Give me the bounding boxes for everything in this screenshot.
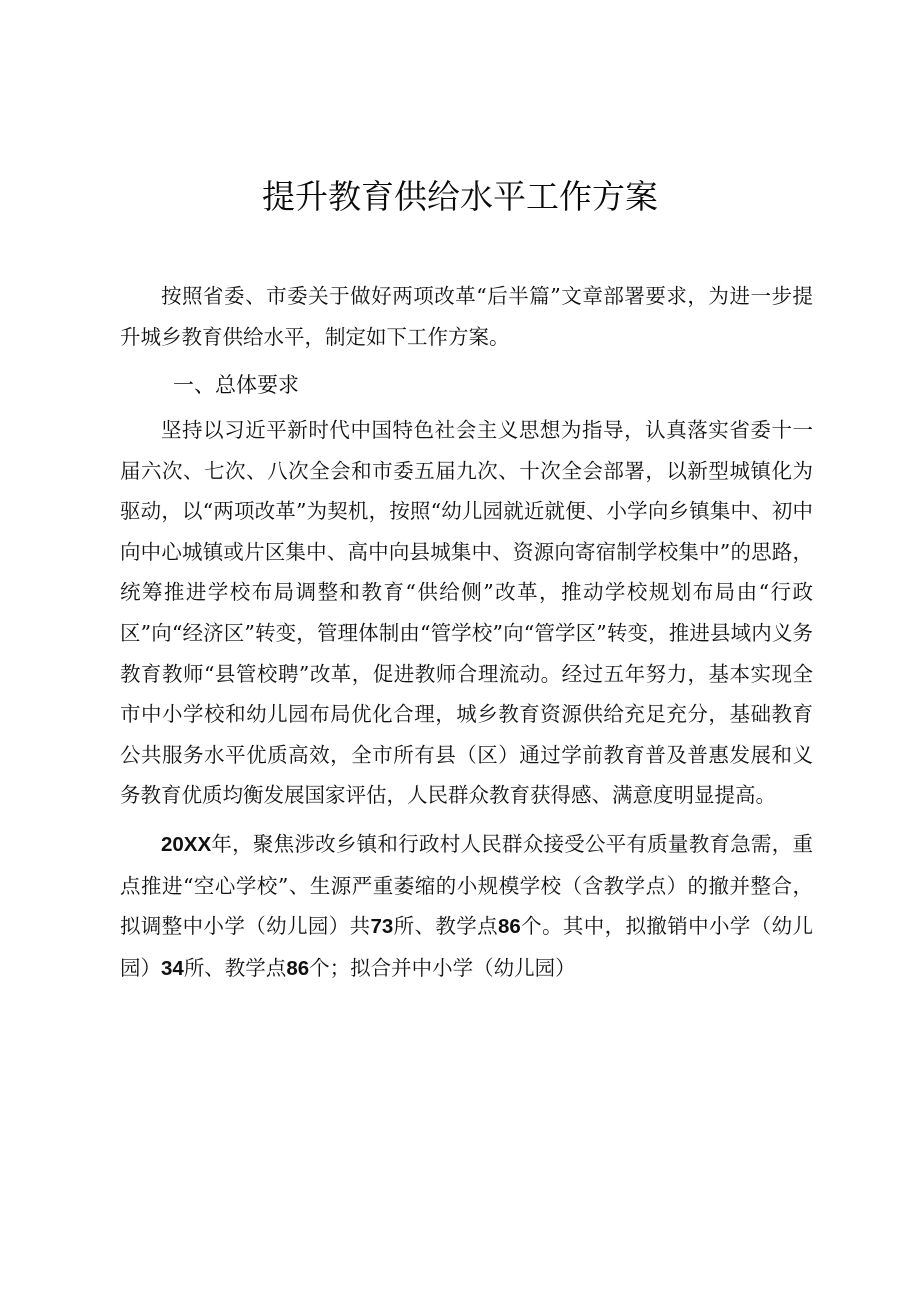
paragraph-year-plan — [120, 824, 813, 989]
intro-block — [120, 276, 813, 357]
text-segment: 所、教学点 — [183, 955, 287, 980]
text-segment: 个；拟合并中小学（幼儿园） — [309, 955, 576, 980]
count-teaching-points-revoked: 86 — [286, 956, 310, 980]
document-title: 提升教育供给水平工作方案 — [262, 177, 658, 216]
intro-paragraph: 按照省委、市委关于做好两项改革“后半篇”文章部署要求，为进一步提升城乡教育供给水平，制定如下工作方案。 — [120, 284, 813, 349]
text-segment: 所、教学点 — [393, 914, 498, 939]
text-segment: 个。其中，拟撤销中小学（幼儿园） — [120, 914, 814, 980]
year-value: 20XX — [161, 832, 212, 856]
count-schools-revoked: 34 — [161, 956, 184, 980]
text-segment: 年，聚焦涉改乡镇和行政村人民群众接受公平有质量教育急需，重点推进“空心学校”、生源严重萎缩的小规模学校（含教学点）的撤并整合，拟调整中小学（幼儿园）共 — [120, 831, 813, 939]
section-heading: 一、总体要求 — [173, 373, 299, 397]
section-body — [120, 410, 813, 989]
count-teaching-points-adjusted: 86 — [498, 915, 521, 939]
count-schools-adjusted: 73 — [370, 915, 394, 939]
paragraph-general-requirements: 坚持以习近平新时代中国特色社会主义思想为指导，认真落实省委十一届六次、七次、八次全会和市委五届九次、十次全会部署，以新型城镇化为驱动，以“两项改革”为契机，按照“幼儿园就近就便、小学向乡镇集中、初中向中心城镇或片区集中、高中向县城集中、资源向寄宿制学校集中”的思路，统筹推进学校布局调整和教育“供给侧”改革，推动学校规划布局由“行政区”向“经济区”转变，管理体制由“管学校”向“管学区”转变，推进县域内义务教育教师“县管校聘”改革，促进教师合理流动。经过五年努力，基本实现全市中小学校和幼儿园布局优化合理，城乡教育资源供给充足充分，基础教育公共服务水平优质高效，全市所有县（区）通过学前教育普及普惠发展和义务教育优质均衡发展国家评估，人民群众教育获得感、满意度明显提高。 — [120, 418, 813, 808]
